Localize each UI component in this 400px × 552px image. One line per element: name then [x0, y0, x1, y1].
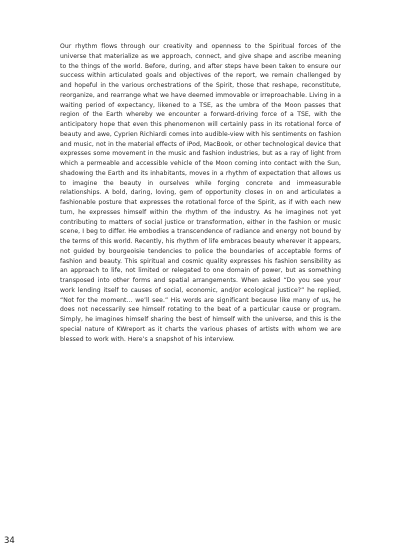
body-paragraph: Our rhythm flows through our creativity and openness to the Spiritual forces of the universe that materialize as we approach, connect, and give shape and ascribe meaning to the things of the world. Before, during, and after steps have been taken to ensure our success within articulated goals and objectives of the report, we remain challenged by and hopeful in the various orchestrations of the Spirit, those that reshape, reconstitute, reorganize, and rearrange what we have deemed immovable or irreproachable. Living in a waiting period of expectancy, likened to a TSE, as the umbra of the Moon passes that region of the Earth whereby we encounter a forward-driving force of a TSE, with the anticipatory hope that even this phenomenon will certainly pass in its rotational force of beauty and awe, Cyprien Richiardi comes into audible-view with his sentiments on fashion and music, not in the material effects of iPod, MacBook, or other technological device that expresses some movement in the music and fashion industries, but as a ray of light from which a permeable and accessible vehicle of the Moon coming into contact with the Sun, shadowing the Earth and its inhabitants, moves in a rhythm of expectation that allows us to imagine the beauty in ourselves while forging concrete and immeasurable relationships. A bold, daring, loving, gem of opportunity closes in on and articulates a fashionable posture that expresses the rotational force of the Spirit, as if with each new turn, he expresses himself within the rhythm of the industry. As he imagines not yet contributing to matters of social justice or transformation, either in the fashion or music scene, I beg to differ. He embodies a transcendence of radiance and energy not bound by the terms of this world. Recently, his rhythm of life embraces beauty wherever it appears, not guided by bourgeoisie tendencies to police the boundaries of acceptable forms of fashion and beauty. This spiritual and cosmic quality expresses his fashion sensibility as an approach to life, not limited or relegated to one domain of power, but as something transposed into other forms and spatial arrangements. When asked “Do you see your work lending itself to causes of social, economic, and/or ecological justice?” he replied, “Not for the moment… we’ll see.” His words are significant because like many of us, he does not necessarily see himself rotating to the beat of a particular cause or program. Simply, he imagines himself sharing the best of himself with the universe, and this is the special nature of KWreport as it charts the various phases of artists with whom we are blessed to work with. Here’s a snapshot of his interview. [60, 43, 341, 343]
page-number: 34 [4, 536, 15, 546]
